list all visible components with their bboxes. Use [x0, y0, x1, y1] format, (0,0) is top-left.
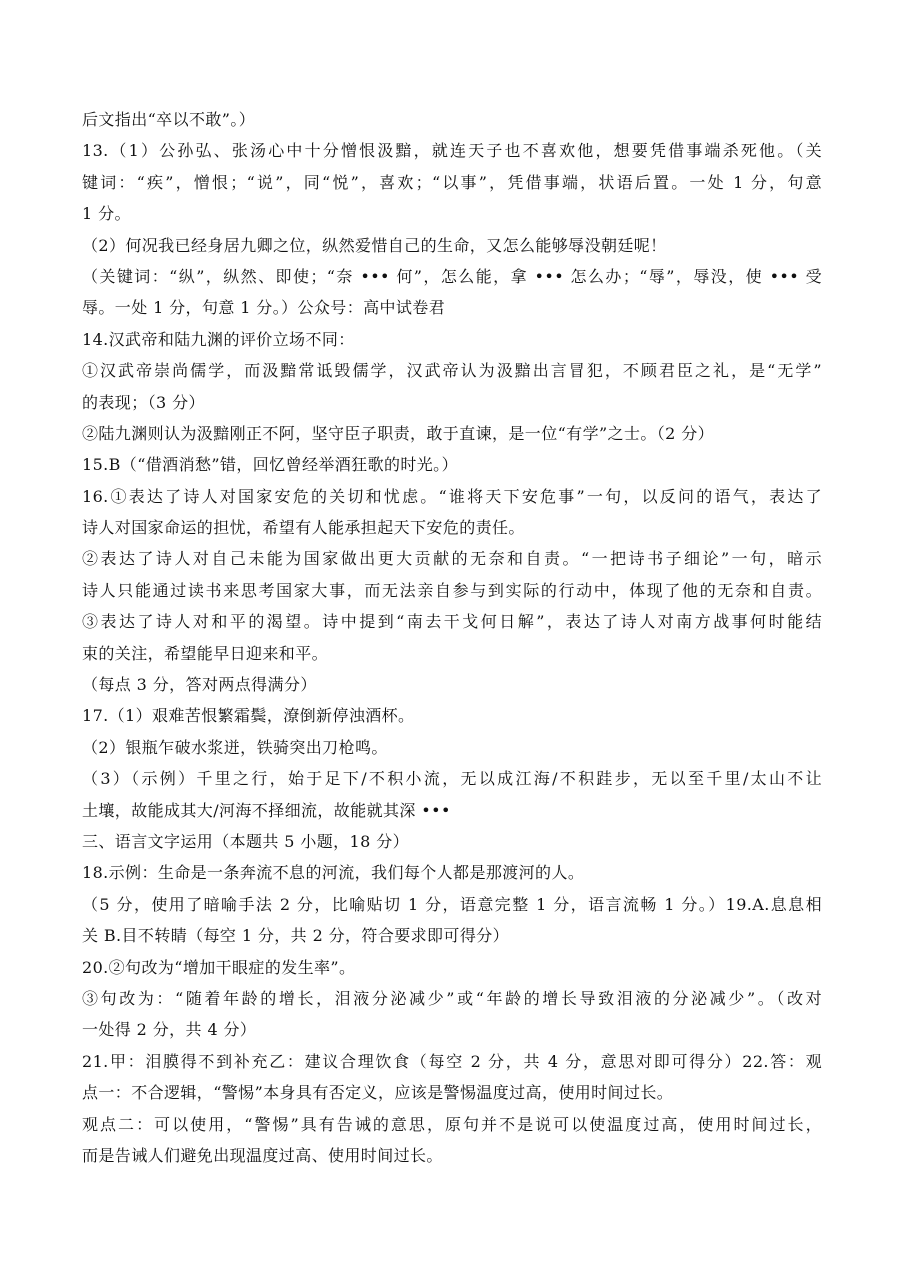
- text-line: 诗人只能通过读书来思考国家大事，而无法亲自参与到实际的行动中，体现了他的无奈和自责。: [82, 580, 822, 600]
- text-line: ②陆九渊则认为汲黯刚正不阿，坚守臣子职责，敢于直谏，是一位“有学”之士。（2 分）: [82, 423, 715, 443]
- text-line: （关键词：“纵”，纵然、即使；“奈 ••• 何”，怎么能，拿 ••• 怎么办；“辱”，辱没，使 ••• 受: [82, 266, 822, 286]
- text-line: 诗人对国家命运的担忧，希望有人能承担起天下安危的责任。: [82, 518, 525, 538]
- text-line: 辱。一处 1 分，句意 1 分。）公众号：高中试卷君: [82, 298, 446, 318]
- text-line: 而是告诫人们避免出现温度过高、使用时间过长。: [82, 1145, 443, 1165]
- text-line: （5 分，使用了暗喻手法 2 分，比喻贴切 1 分，语意完整 1 分，语言流畅 1 分。）19.A.息息相: [82, 894, 822, 914]
- text-line: （2）何况我已经身居九卿之位，纵然爱惜自己的生命，又怎么能够辱没朝廷呢！: [82, 235, 667, 255]
- text-line: 束的关注，希望能早日迎来和平。: [82, 643, 329, 663]
- text-line: 后文指出“卒以不敢”。）: [82, 110, 256, 129]
- text-line: 20.②句改为“增加干眼症的发生率”。: [82, 957, 356, 977]
- text-line: 点一：不合逻辑，“警惕”本身具有否定义，应该是警惕温度过高，使用时间过长。: [82, 1083, 674, 1103]
- text-line: ②表达了诗人对自己未能为国家做出更大贡献的无奈和自责。“一把诗书子细论”一句，暗示: [82, 549, 822, 569]
- answer-text-body: [82, 104, 822, 1171]
- text-line: ③句改为：“随着年龄的增长，泪液分泌减少”或“年龄的增长导致泪液的分泌减少”。（改对: [82, 988, 822, 1008]
- text-line: 观点二：可以使用，“警惕”具有告诫的意思，原句并不是说可以使温度过高，使用时间过长，: [82, 1114, 822, 1134]
- text-line: 16.①表达了诗人对国家安危的关切和忧虑。“谁将天下安危事”一句，以反问的语气，表达了: [82, 486, 822, 506]
- section-heading: 三、语言文字运用（本题共 5 小题，18 分）: [82, 831, 409, 851]
- text-line: 关 B.目不转睛（每空 1 分，共 2 分，符合要求即可得分）: [82, 926, 510, 946]
- text-line: 15.B（“借酒消愁”错，回忆曾经举酒狂歌的时光。）: [82, 455, 458, 475]
- text-line: ①汉武帝崇尚儒学，而汲黯常诋毁儒学，汉武帝认为汲黯出言冒犯，不顾君臣之礼，是“无学”: [82, 361, 822, 381]
- text-line: 17.（1）艰难苦恨繁霜鬓，潦倒新停浊酒杯。: [82, 706, 415, 726]
- text-line: 的表现；（3 分）: [82, 392, 205, 412]
- text-line: 土壤，故能成其大/河海不择细流，故能就其深 •••: [82, 800, 451, 820]
- text-line: （每点 3 分，答对两点得满分）: [82, 675, 317, 695]
- text-line: ③表达了诗人对和平的渴望。诗中提到“南去干戈何日解”，表达了诗人对南方战事何时能结: [82, 612, 822, 632]
- text-line: 13.（1）公孙弘、张汤心中十分憎恨汲黯，就连天子也不喜欢他，想要凭借事端杀死他。（关: [82, 141, 822, 161]
- text-line: 键词：“疾”，憎恨；“说”，同“悦”，喜欢；“以事”，凭借事端，状语后置。一处 1 分，句意: [82, 172, 822, 192]
- text-line: 一处得 2 分，共 4 分）: [82, 1020, 257, 1040]
- text-line: （2）银瓶乍破水浆迸，铁骑突出刀枪鸣。: [82, 737, 388, 757]
- text-line: 1 分。: [82, 204, 131, 224]
- text-line: 18.示例：生命是一条奔流不息的河流，我们每个人都是那渡河的人。: [82, 863, 585, 883]
- text-line: 21.甲：泪膜得不到补充乙：建议合理饮食（每空 2 分，共 4 分，意思对即可得分）22.答：观: [82, 1051, 822, 1071]
- text-line: （3）（示例）千里之行，始于足下/不积小流，无以成江海/不积跬步，无以至千里/太山不让: [82, 769, 822, 789]
- text-line: 14.汉武帝和陆九渊的评价立场不同：: [82, 329, 355, 349]
